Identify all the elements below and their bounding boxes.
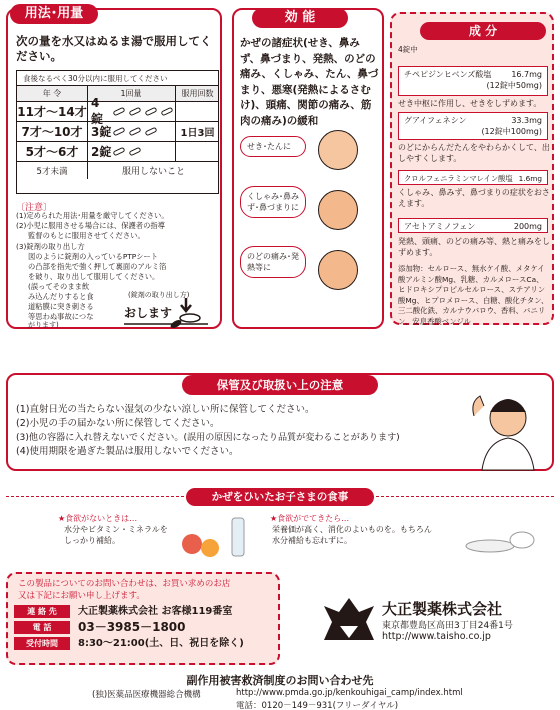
row-age: 5才未満 [36, 166, 68, 177]
tablet-icon [129, 127, 142, 137]
ingredient-box [398, 170, 548, 185]
tablet-icon [113, 127, 126, 137]
fruit-illustration [178, 514, 250, 560]
meal-illustration [460, 510, 540, 556]
dose-value: 4錠 [91, 96, 104, 126]
ingredient-amount: 33.3mg [511, 116, 542, 125]
meals-title: かぜをひいたお子さまの食事 [186, 488, 374, 506]
child-face-icon [318, 250, 358, 290]
ingredient-amount: 16.7mg [511, 70, 542, 79]
contact-label: 連 絡 先 [14, 605, 70, 618]
ingredient-amount: 1.6mg [518, 174, 542, 183]
row-age: 7才～10才 [21, 125, 83, 139]
company-address: 東京都豊島区高田3丁目24番1号 [382, 621, 513, 631]
note-line: 道粘膜に突き刺さる [28, 302, 94, 311]
header-frequency: 服用回数 [181, 89, 214, 98]
ingredient-desc: くしゃみ、鼻みず、鼻づまりの症状をおさえます。 [398, 188, 550, 208]
figure-word: おします [124, 306, 173, 320]
storage-item: (4)使用期限を過ぎた製品は服用しないでください。 [16, 446, 239, 457]
figure-label: (錠剤の取り出し方) [128, 291, 190, 299]
company-name: 大正製薬株式会社 [382, 600, 503, 618]
child-face-icon [318, 190, 358, 230]
table-row-under [17, 161, 218, 179]
ingredient-name: クロルフェニラミンマレイン酸塩 [404, 174, 513, 183]
storage-item: (1)直射日光の当たらない湿気の少ない涼しい所に保管してください。 [16, 404, 315, 415]
relief-title: 副作用被害救済制度のお問い合わせ先 [186, 674, 374, 687]
relief-phone: 電話：0120－149－931(フリーダイヤル) [236, 701, 399, 710]
table-note: 食後なるべく30分以内に服用してください [23, 73, 168, 83]
header-age: 年 令 [42, 89, 62, 98]
relief-url[interactable]: http://www.pmda.go.jp/kenkouhigai_camp/index.html [236, 688, 463, 698]
note-line: 等思わぬ事故につな [28, 312, 94, 321]
row-dose [87, 122, 175, 141]
tablet-icon [129, 107, 142, 117]
note-line: (3)錠剤の取り出し方 [16, 242, 85, 251]
notes-title: 〔注意〕 [16, 203, 53, 213]
ptp-press-illustration [120, 294, 214, 328]
tablet-icon [113, 107, 126, 117]
contact-lead: 又は下記にお願い申し上げます。 [18, 591, 145, 601]
meal-left-head: ★食欲がないときは… [58, 514, 138, 523]
child-face-icon [318, 130, 358, 170]
bubble-sneeze: くしゃみ･鼻みず･鼻づまりに [240, 186, 306, 218]
ingredient-sub: (12錠中50mg) [486, 81, 542, 90]
note-line: を破り、取り出して服用してください。 [28, 272, 160, 281]
dose-table [16, 70, 219, 194]
dose-value: 2錠 [91, 145, 112, 159]
note-line: (誤ってそのまま飲 [28, 282, 90, 291]
meal-right-line: 栄養価が高く、消化のよいものを。もちろん [272, 525, 432, 534]
note-line: 監督のもとに服用させてください。 [28, 231, 145, 240]
contact-lead: この製品についてのお問い合わせは、お買い求めのお店 [18, 579, 231, 589]
note-line: がります) [28, 321, 59, 329]
ingredient-box [398, 66, 548, 96]
bubble-throat: のどの痛み･発熱等に [240, 246, 306, 278]
ingredient-amount: 200mg [513, 222, 542, 231]
row-dose: 服用しないこと [121, 167, 185, 177]
row-dose [87, 96, 175, 126]
efficacy-title: 効 能 [252, 8, 348, 28]
tablet-icon [145, 127, 158, 137]
meal-left-line: 水分やビタミン・ミネラルを [64, 525, 168, 534]
contact-hours: 8:30～21:00(土、日、祝日を除く) [78, 638, 244, 649]
row-age: 5才～6才 [25, 145, 79, 159]
contact-label: 電 話 [14, 621, 70, 634]
frequency-value: 1日3回 [180, 127, 215, 139]
contact-value: 大正製薬株式会社 お客様119番室 [78, 606, 233, 617]
row-age: 11才～14才 [17, 105, 87, 119]
tablet-icon [145, 107, 158, 117]
ingredients-title: 成 分 [420, 22, 546, 40]
row-dose [87, 142, 175, 161]
tablet-icon [129, 147, 142, 157]
company-url[interactable]: http://www.taisho.co.jp [382, 631, 491, 642]
ingredient-sub: (12錠中100mg) [481, 127, 542, 136]
ingredient-name: アセトアミノフェン [404, 222, 476, 231]
usage-title: 用法･用量 [10, 4, 98, 24]
tablet-icon [113, 147, 126, 157]
ingredient-name: チペピジンヒベンズ酸塩 [404, 70, 492, 79]
ingredients-unit: 4錠中 [398, 45, 418, 54]
relief-org: (独)医薬品医療機器総合機構 [92, 690, 201, 700]
contact-label: 受付時間 [14, 637, 70, 650]
storage-item: (2)小児の手の届かない所に保管してください。 [16, 418, 220, 429]
ingredient-box [398, 218, 548, 233]
ingredient-desc: せき中枢に作用し、せきをしずめます。 [398, 99, 542, 108]
additives: 添加物：セルロース、無水ケイ酸、メタケイ酸アルミン酸Mg、乳糖、カルメロースCa、ヒドロキシプロピルセルロース、ステアリン酸Mg、ヒプロメロース、白糖、酸化チタン、三二酸化鉄、カルナウバロウ、香料、バニリン、安息香酸ベンジル [398, 264, 549, 326]
storage-item: (3)他の容器に入れ替えないでください。(誤用の原因になったり品質が変わることがあります) [16, 433, 400, 443]
meal-left-line: しっかり補給。 [64, 536, 120, 545]
ingredient-desc: 発熱、頭痛、のどの痛み等、熱と痛みをしずめます。 [398, 237, 550, 257]
taisho-eagle-logo [322, 596, 376, 644]
storage-title: 保管及び取扱い上の注意 [182, 375, 378, 395]
usage-lead: 次の量を水又はぬるま湯で服用してください。 [16, 34, 212, 63]
note-line: (1)定められた用法･用量を厳守してください。 [16, 211, 169, 220]
note-line: み込んだりすると食 [28, 292, 94, 301]
note-line: 図のように錠剤の入っているPTPシート [28, 252, 159, 261]
meal-right-line: 水分補給も忘れずに。 [272, 536, 352, 545]
ingredient-name: グアイフェネシン [404, 116, 467, 125]
efficacy-text: かぜの諸症状(せき、鼻みず、鼻づまり、発熱、のどの痛み、くしゃみ、たん、鼻づまり、悪寒(発熱によるさむけ)、頭痛、関節の痛み、筋肉の痛み)の緩和 [240, 37, 379, 127]
bubble-cough: せき･たんに [240, 136, 306, 157]
pharmacist-illustration [460, 382, 550, 472]
tablet-icon [161, 107, 174, 117]
header-dose: 1回量 [120, 89, 142, 98]
contact-phone: 03－3985－1800 [78, 620, 186, 634]
ingredient-box [398, 112, 548, 140]
ingredient-desc: のどにからんだたんをやわらかくして、出しやすくします。 [398, 143, 550, 163]
note-line: (2)小児に服用させる場合には、保護者の指導 [16, 221, 165, 230]
note-line: の凸部を指先で強く押して裏面のアルミ箔 [28, 262, 167, 271]
dose-value: 3錠 [91, 125, 112, 139]
table-header-row [17, 85, 218, 101]
meal-right-head: ★食欲がでてきたら… [270, 514, 350, 523]
